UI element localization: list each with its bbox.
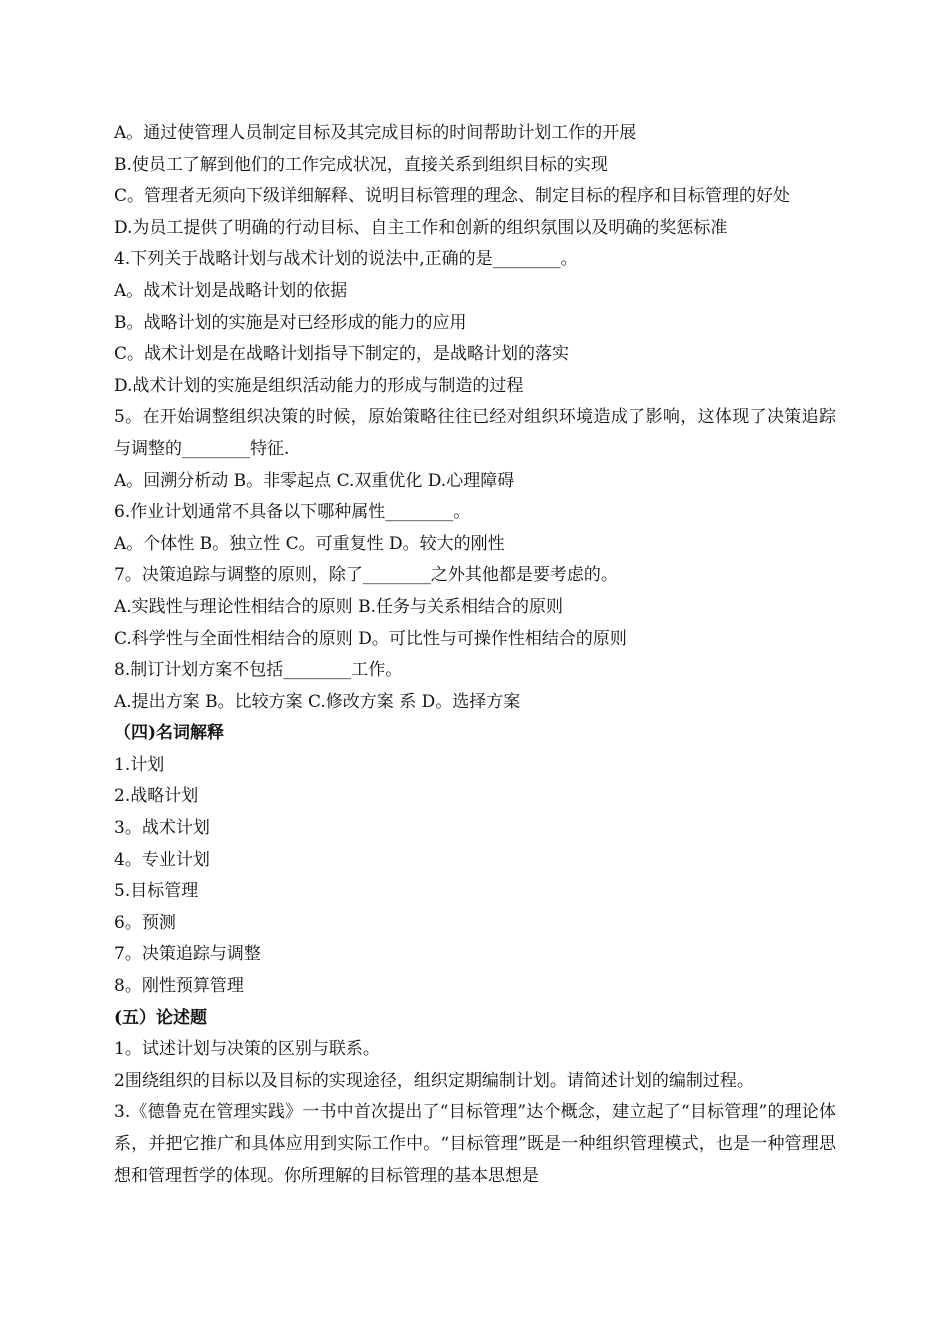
essay-question-2: 2围绕组织的目标以及目标的实现途径，组织定期编制计划。请简述计划的编制过程。 [114, 1070, 754, 1091]
question-7: 7。决策追踪与调整的原则，除了________之外其他都是要考虑的。 [114, 565, 618, 586]
essay-question-3: 3.《德鲁克在管理实践》一书中首次提出了“目标管理”达个概念，建立起了“目标管理”的理论体系，并把它推广和具体应用到实际工作中。“目标管理”既是一种组织管理模式，也是一种管理思想和管理哲学的体现。你所理解的目标管理的基本思想是 [114, 1102, 836, 1186]
term-item-8: 8。刚性预算管理 [114, 976, 244, 997]
option-a-line: A。通过使管理人员制定目标及其完成目标的时间帮助计划工作的开展 [114, 123, 637, 143]
question-6: 6.作业计划通常不具备以下哪种属性________。 [114, 502, 471, 523]
term-item-1: 1.计划 [114, 754, 165, 775]
option-b-line: B.使员工了解到他们的工作完成状况，直接关系到组织目标的实现 [114, 154, 608, 175]
term-item-2: 2.战略计划 [114, 786, 199, 807]
essay-question-1: 1。试述计划与决策的区别与联系。 [114, 1039, 380, 1060]
q4-option-b: B。战略计划的实施是对已经形成的能力的应用 [114, 312, 467, 333]
q7-options-cd: C.科学性与全面性相结合的原则 D。可比性与可操作性相结合的原则 [114, 628, 627, 649]
question-5: 5。在开始调整组织决策的时候，原始策略往往已经对组织环境造成了影响，这体现了决策追踪与调整的________特征. [114, 407, 836, 459]
section-heading-terms: （四)名词解释 [114, 723, 225, 744]
section-heading-essay: (五）论述题 [114, 1007, 208, 1028]
term-item-7: 7。决策追踪与调整 [114, 944, 261, 965]
term-item-6: 6。预测 [114, 912, 176, 933]
option-c-line: C。管理者无须向下级详细解释、说明目标管理的理念、制定目标的程序和目标管理的好处 [114, 186, 791, 207]
q4-option-d: D.战术计划的实施是组织活动能力的形成与制造的过程 [114, 375, 524, 396]
q8-options: A.提出方案 B。比较方案 C.修改方案 系 D。选择方案 [114, 691, 521, 712]
term-item-5: 5.目标管理 [114, 881, 199, 902]
term-item-4: 4。专业计划 [114, 849, 210, 870]
document-page [114, 118, 836, 1192]
q5-options: A。回溯分析动 B。非零起点 C.双重优化 D.心理障碍 [114, 470, 515, 491]
q4-option-a: A。战术计划是战略计划的依据 [114, 280, 348, 301]
option-d-line: D.为员工提供了明确的行动目标、自主工作和创新的组织氛围以及明确的奖惩标准 [114, 217, 728, 238]
q4-option-c: C。战术计划是在战略计划指导下制定的，是战略计划的落实 [114, 344, 570, 365]
term-item-3: 3。战术计划 [114, 818, 210, 839]
q7-options-ab: A.实践性与理论性相结合的原则 B.任务与关系相结合的原则 [114, 596, 563, 617]
q6-options: A。个体性 B。独立性 C。可重复性 D。较大的刚性 [114, 533, 505, 554]
question-8: 8.制订计划方案不包括________工作。 [114, 660, 403, 681]
question-4: 4.下列关于战略计划与战术计划的说法中,正确的是________。 [114, 249, 578, 270]
